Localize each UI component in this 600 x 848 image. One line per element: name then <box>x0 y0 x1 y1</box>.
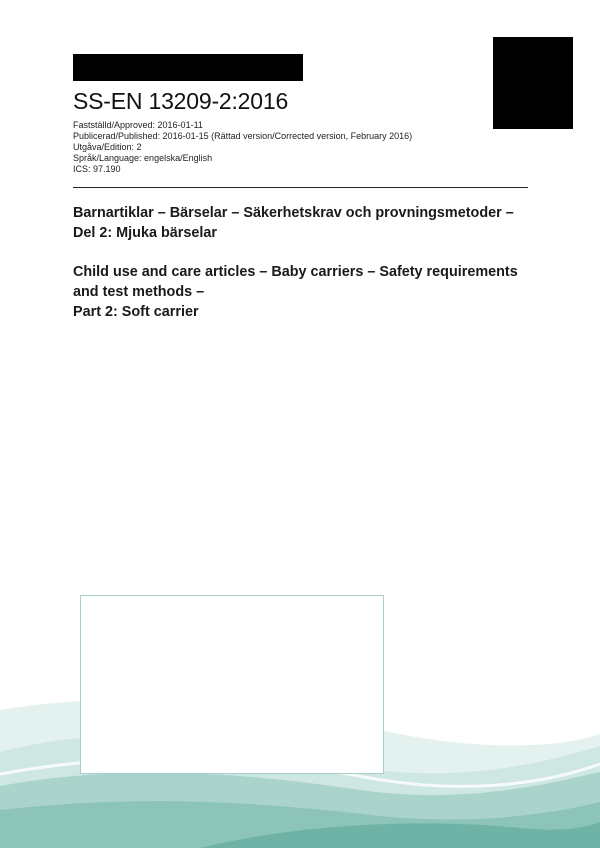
english-title <box>73 262 543 322</box>
ics-code: ICS: 97.190 <box>73 164 121 174</box>
language: Språk/Language: engelska/English <box>73 153 213 163</box>
approved-date: Fastställd/Approved: 2016-01-11 <box>73 120 203 130</box>
english-title-line: Part 2: Soft carrier <box>73 304 199 320</box>
published-date: Publicerad/Published: 2016-01-15 (Rättad version/Corrected version, February 2016) <box>73 131 413 141</box>
swedish-title <box>73 203 543 243</box>
cover-image-frame <box>80 595 384 774</box>
english-title-line: Child use and care articles – Baby carriers – Safety requirements <box>73 264 518 280</box>
standard-metadata <box>73 120 412 175</box>
edition: Utgåva/Edition: 2 <box>73 142 142 152</box>
divider-rule <box>73 187 528 188</box>
english-title-line: and test methods – <box>73 284 205 300</box>
standard-number: SS-EN 13209-2:2016 <box>73 88 289 114</box>
redacted-corner-block <box>493 37 573 129</box>
redacted-logo-bar <box>73 54 303 81</box>
swedish-title-line: Barnartiklar – Bärselar – Säkerhetskrav och provningsmetoder – <box>73 205 514 221</box>
swedish-title-line: Del 2: Mjuka bärselar <box>73 225 217 241</box>
